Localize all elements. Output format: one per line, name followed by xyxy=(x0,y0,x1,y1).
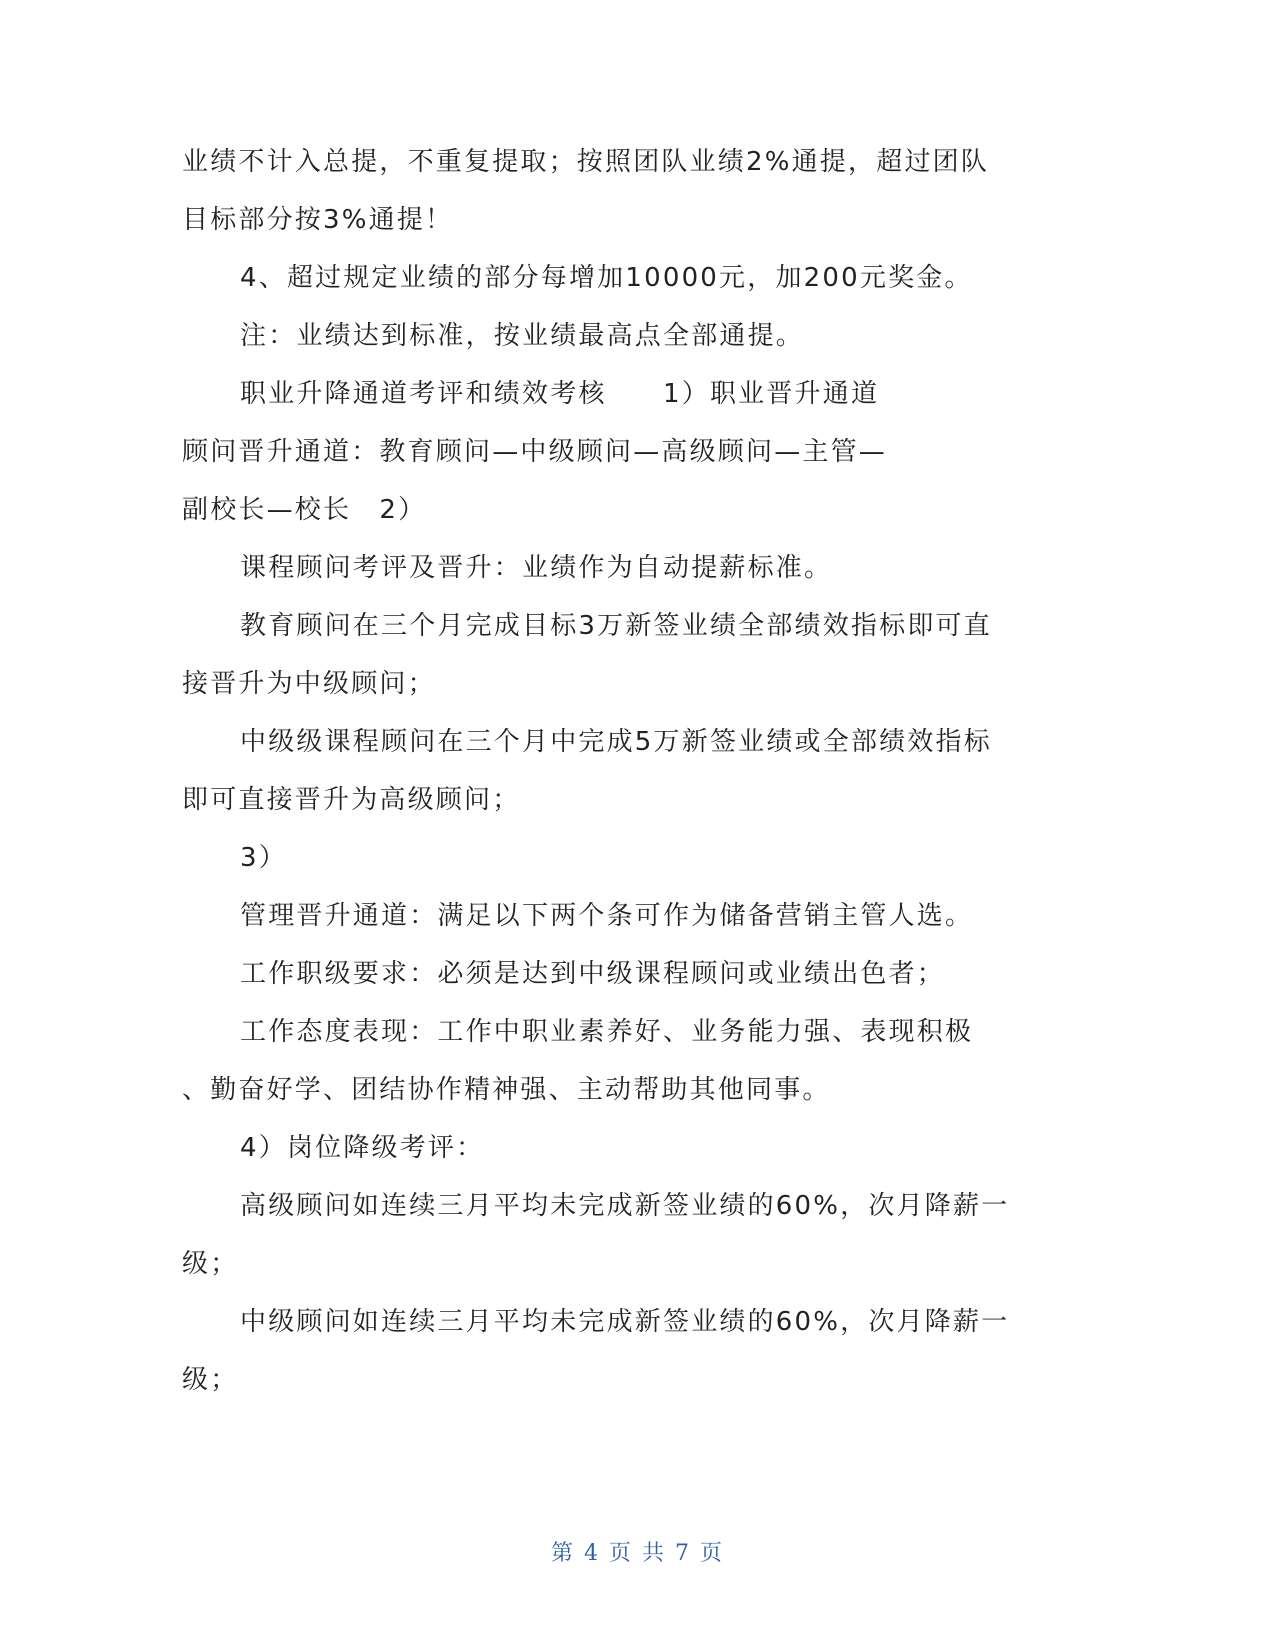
paragraph-line: 课程顾问考评及晋升：业绩作为自动提薪标准。 xyxy=(240,553,833,583)
paragraph-line: 即可直接晋升为高级顾问； xyxy=(182,785,521,815)
paragraph-line: 顾问晋升通道：教育顾问—中级顾问—高级顾问—主管— xyxy=(182,437,888,467)
paragraph-line: 管理晋升通道：满足以下两个条可作为储备营销主管人选。 xyxy=(240,901,974,931)
paragraph-line: 业绩不计入总提，不重复提取；按照团队业绩2%通提，超过团队 xyxy=(182,147,990,177)
paragraph-line: 3） xyxy=(240,843,287,873)
paragraph-line: 、勤奋好学、团结协作精神强、主动帮助其他同事。 xyxy=(182,1075,831,1105)
paragraph-line: 接晋升为中级顾问； xyxy=(182,669,436,699)
paragraph-line: 教育顾问在三个月完成目标3万新签业绩全部绩效指标即可直 xyxy=(240,611,992,641)
page-number-label: 第 4 页 共 7 页 xyxy=(551,1541,724,1566)
paragraph-line: 中级顾问如连续三月平均未完成新签业绩的60%，次月降薪一 xyxy=(240,1307,1010,1337)
paragraph-line: 职业升降通道考评和绩效考核 1）职业晋升通道 xyxy=(240,379,880,409)
paragraph-line: 工作态度表现：工作中职业素养好、业务能力强、表现积极 xyxy=(240,1017,974,1047)
paragraph-line: 工作职级要求：必须是达到中级课程顾问或业绩出色者； xyxy=(240,959,946,989)
page-footer xyxy=(0,1540,1275,1568)
paragraph-line: 副校长—校长 2） xyxy=(182,495,427,525)
paragraph-line: 级； xyxy=(182,1249,239,1279)
paragraph-line: 级； xyxy=(182,1365,239,1395)
paragraph-line: 目标部分按3%通提！ xyxy=(182,205,454,235)
paragraph-line: 4、超过规定业绩的部分每增加10000元，加200元奖金。 xyxy=(240,263,973,293)
paragraph-line: 中级级课程顾问在三个月中完成5万新签业绩或全部绩效指标 xyxy=(240,727,992,757)
paragraph-line: 注：业绩达到标准，按业绩最高点全部通提。 xyxy=(240,321,805,351)
paragraph-line: 高级顾问如连续三月平均未完成新签业绩的60%，次月降薪一 xyxy=(240,1191,1010,1221)
paragraph-line: 4）岗位降级考评： xyxy=(240,1133,485,1163)
